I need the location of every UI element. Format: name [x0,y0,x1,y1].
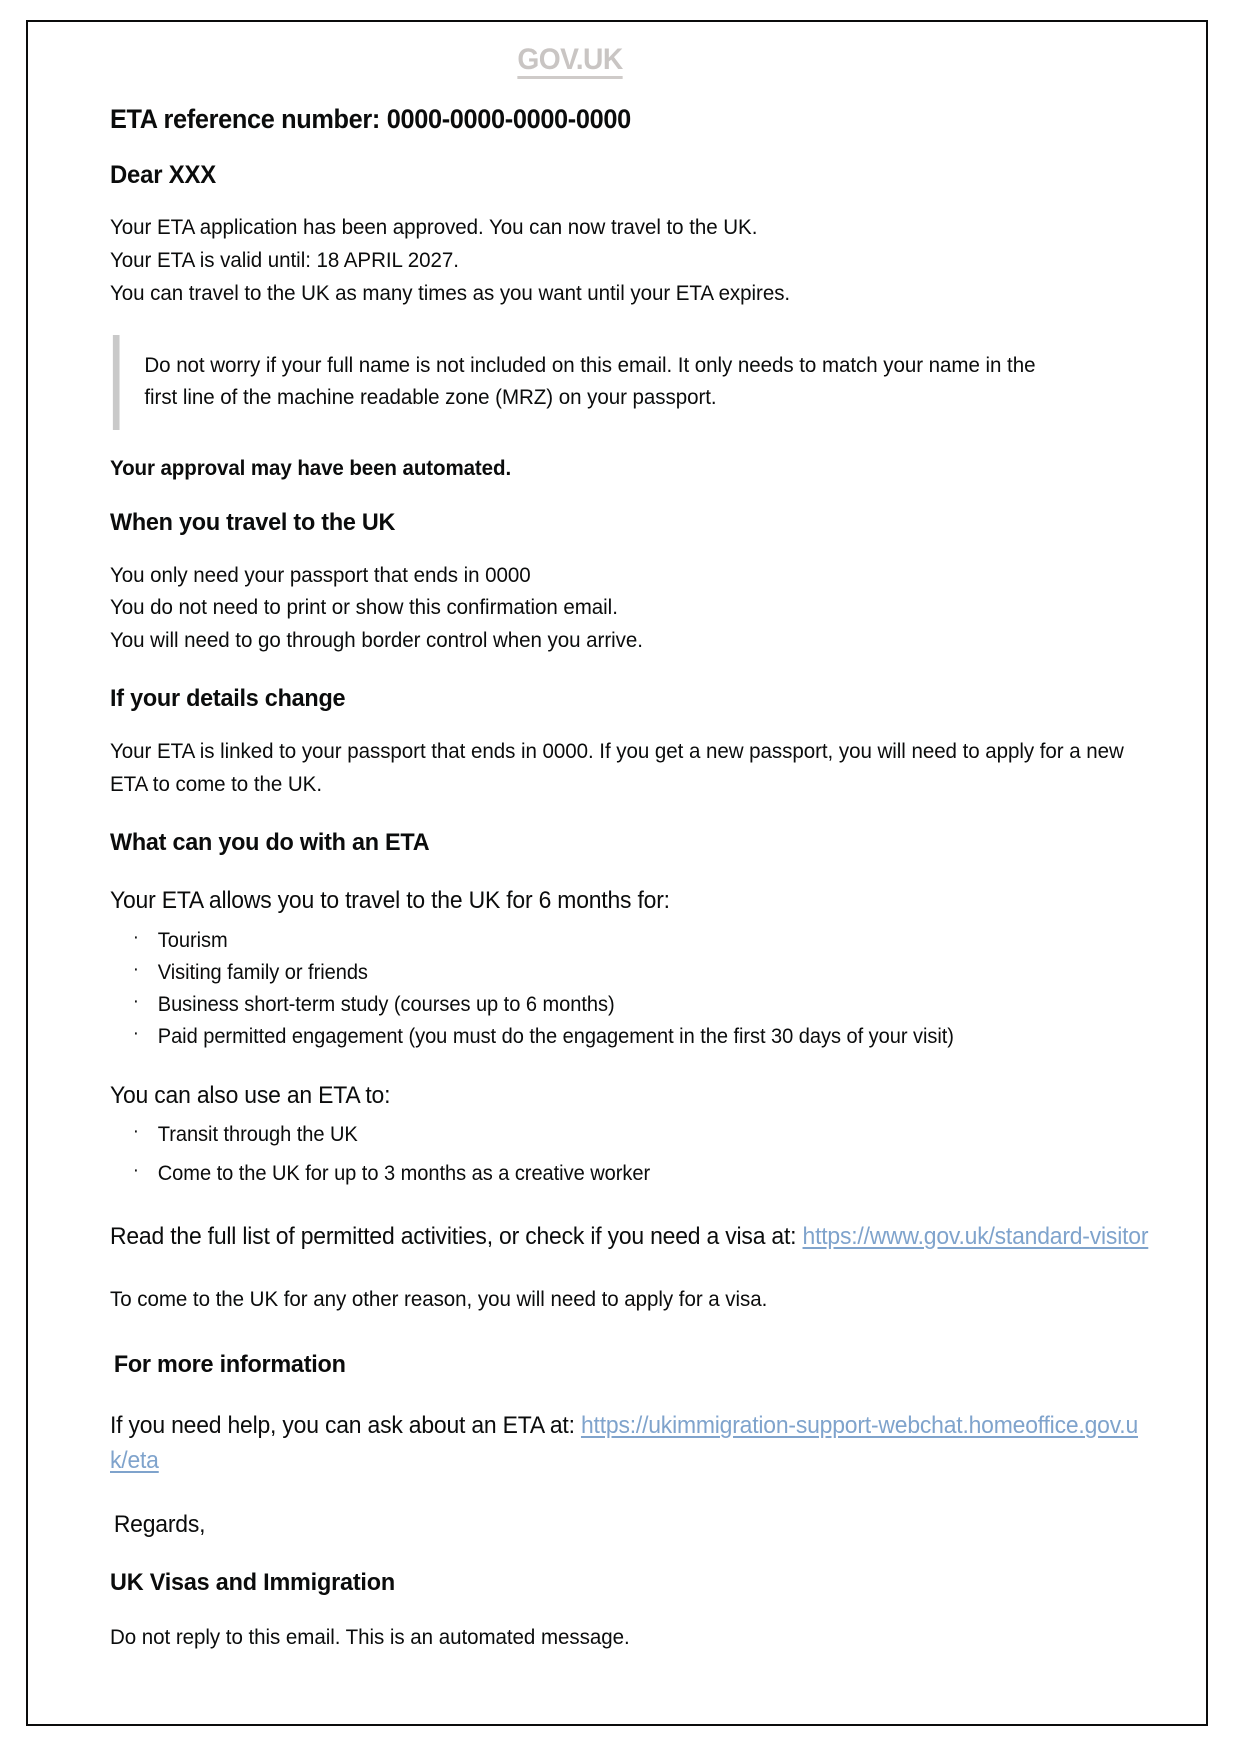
intro-line-approved: Your ETA application has been approved. You can now travel to the UK. [110,214,758,239]
bullet-dot-icon: · [132,1160,139,1182]
other-reason-visa-text: To come to the UK for any other reason, you will need to apply for a visa. [110,1287,768,1312]
heading-for-more-information: For more information [113,1351,346,1379]
list-item-label: Tourism [157,929,228,953]
bullet-dot-icon: · [132,990,139,1012]
signoff-department: UK Visas and Immigration [110,1568,395,1596]
document-page-frame [26,20,1208,1726]
details-change-paragraph [110,735,1151,801]
intro-line-multiple-entry: You can travel to the UK as many times as you want until your ETA expires. [110,280,791,305]
details-change-text: Your ETA is linked to your passport that ends in 0000. If you get a new passport, you will need to apply for a new ETA to come to the UK. [110,738,1124,796]
eta-reference-heading: ETA reference number: 0000-0000-0000-0000 [110,103,631,134]
heading-when-you-travel: When you travel to the UK [110,508,396,536]
eta-allows-lead-line: Your ETA allows you to travel to the UK for 6 months for: [110,887,670,915]
list-item-label: Transit through the UK [157,1123,358,1147]
when-you-travel-lines [110,559,1151,658]
heading-what-can-you-do: What can you do with an ETA [110,828,430,856]
ukimmigration-support-webchat-link[interactable]: https://ukimmigration-support-webchat.homeoffice.gov.uk/eta [110,1412,1139,1475]
permitted-activities-prefix: Read the full list of permitted activities, or check if you need a visa at: [110,1223,803,1251]
list-item [131,957,1151,989]
no-reply-disclaimer: Do not reply to this email. This is an automated message. [110,1624,630,1649]
need-help-paragraph [110,1409,1151,1479]
intro-paragraph-group [110,211,1151,310]
permitted-purposes-list [110,925,1151,1053]
bullet-dot-icon: · [132,927,139,949]
list-item-label: Business short-term study (courses up to 6 months) [157,992,615,1016]
name-match-note-text: Do not worry if your full name is not included on this email. It only needs to match your name in the first line of the machine readable zone (MRZ) on your passport. [144,352,1036,410]
govuk-masthead [110,32,1150,81]
list-item-label: Paid permitted engagement (you must do the engagement in the first 30 days of your visit) [157,1024,954,1048]
eta-also-use-lead-line: You can also use an ETA to: [110,1081,391,1109]
travel-line-passport: You only need your passport that ends in 0000 [110,562,531,587]
list-item [131,1021,1151,1053]
list-item [131,989,1151,1021]
bullet-dot-icon: · [132,1121,139,1143]
email-body [110,103,1151,1650]
list-item [131,1158,1151,1190]
bullet-dot-icon: · [132,1022,139,1044]
need-help-prefix: If you need help, you can ask about an ETA at: [110,1412,581,1440]
standard-visitor-link[interactable]: https://www.gov.uk/standard-visitor [802,1223,1149,1251]
intro-line-valid-until: Your ETA is valid until: 18 APRIL 2027. [110,247,459,272]
travel-line-no-print: You do not need to print or show this confirmation email. [110,595,618,620]
heading-if-details-change: If your details change [110,685,346,713]
travel-line-border-control: You will need to go through border control when you arrive. [110,628,643,653]
bullet-dot-icon: · [132,958,139,980]
name-match-note-blockquote [113,335,1061,430]
list-item-label: Visiting family or friends [157,960,368,984]
automated-approval-note: Your approval may have been automated. [110,455,512,480]
permitted-activities-paragraph [110,1220,1151,1255]
regards-text: Regards, [113,1510,206,1538]
document-content [28,22,1206,1724]
list-item [131,925,1151,957]
salutation: Dear XXX [110,160,216,189]
additional-uses-list [110,1119,1151,1190]
govuk-logo: GOV.UK [517,44,622,79]
list-item-label: Come to the UK for up to 3 months as a creative worker [157,1162,651,1186]
list-item [131,1119,1151,1151]
